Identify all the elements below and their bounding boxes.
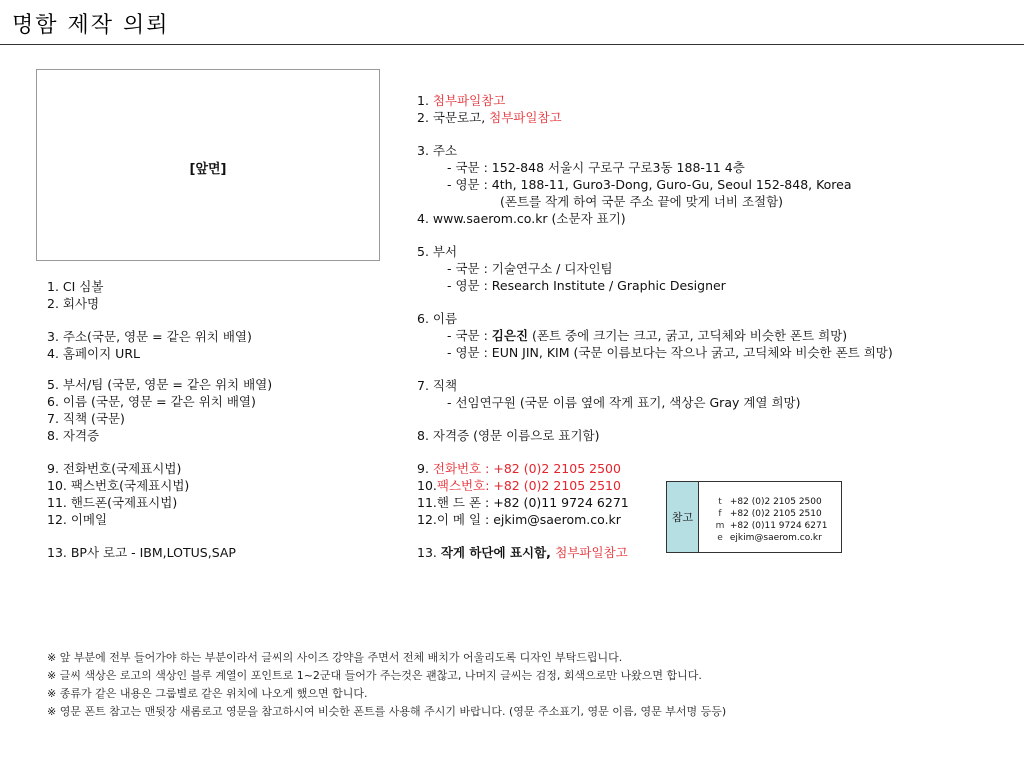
- front-side-label: [앞면]: [189, 162, 227, 177]
- reference-row: e ejkim@saerom.co.kr: [717, 533, 822, 543]
- title-divider: [0, 44, 1024, 45]
- reference-tag: 참고: [667, 482, 699, 552]
- list-item: 13. BP사 로고 - IBM,LOTUS,SAP: [47, 545, 236, 560]
- reference-row: f +82 (0)2 2105 2510: [718, 509, 822, 519]
- list-item: 11. 핸드폰(국제표시법): [47, 495, 178, 510]
- list-item: 3. 주소(국문, 영문 = 같은 위치 배열): [47, 329, 252, 344]
- page-title: 명함 제작 의뢰: [12, 13, 170, 38]
- attachment-note: 첨부파일참고: [432, 93, 506, 108]
- spec-item-ci: 1. 첨부파일참고: [417, 93, 506, 108]
- spec-item-bp-logo: 13. 작게 하단에 표시함, 첨부파일참고: [417, 545, 628, 560]
- spec-name-korean: - 국문 : 김은진 (폰트 중에 크기는 크고, 굵고, 고딕체와 비슷한 폰트 희망): [447, 328, 848, 343]
- spec-name-english: - 영문 : EUN JIN, KIM (국문 이름보다는 작으나 굵고, 고딕체와 비슷한 폰트 희망): [447, 345, 893, 360]
- spec-department-korean: - 국문 : 기술연구소 / 디자인팀: [447, 261, 613, 276]
- list-item: 10. 팩스번호(국제표시법): [47, 478, 190, 493]
- spec-address-english: - 영문 : 4th, 188-11, Guro3-Dong, Guro-Gu, Seoul 152-848, Korea: [447, 177, 852, 192]
- list-item: 1. CI 심볼: [47, 279, 104, 294]
- spec-item-certificate: 8. 자격증 (영문 이름으로 표기함): [417, 428, 600, 443]
- note-item: ※ 앞 부분에 전부 들어가야 하는 부분이라서 글씨의 사이즈 강약을 주면서 전체 배치가 어울리도록 디자인 부탁드립니다.: [47, 651, 623, 664]
- reference-row: t +82 (0)2 2105 2500: [718, 497, 822, 507]
- contact-reference-box: [666, 481, 842, 553]
- korean-name: 김은진: [491, 328, 529, 343]
- spec-item-fax: 10.팩스번호: +82 (0)2 2105 2510: [417, 478, 621, 493]
- front-side-item-list: [47, 278, 272, 561]
- phone-number: 전화번호 : +82 (0)2 2105 2500: [432, 461, 621, 476]
- spec-item-company-logo: 2. 국문로고, 첨부파일참고: [417, 110, 562, 125]
- attachment-note: 첨부파일참고: [555, 545, 628, 560]
- reference-contact-list: [699, 482, 827, 552]
- spec-item-homepage: 4. www.saerom.co.kr (소문자 표기): [417, 211, 626, 226]
- spec-item-address-title: 3. 주소: [417, 143, 458, 158]
- spec-item-phone: 9. 전화번호 : +82 (0)2 2105 2500: [417, 461, 621, 476]
- list-item: 8. 자격증: [47, 428, 100, 443]
- spec-item-position-title: 7. 직책: [417, 378, 458, 393]
- front-side-placeholder: [36, 69, 380, 261]
- list-item: 5. 부서/팀 (국문, 영문 = 같은 위치 배열): [47, 377, 273, 392]
- note-item: ※ 영문 폰트 참고는 맨뒷장 새롬로고 영문을 참고하시여 비슷한 폰트를 사용해 주시기 바랍니다. (영문 주소표기, 영문 이름, 영문 부서명 등등): [47, 705, 727, 718]
- list-item: 6. 이름 (국문, 영문 = 같은 위치 배열): [47, 394, 256, 409]
- spec-item-email: 12.이 메 일 : ejkim@saerom.co.kr: [417, 512, 621, 527]
- list-item: 7. 직책 (국문): [47, 411, 125, 426]
- note-item: ※ 글씨 색상은 로고의 색상인 블루 계열이 포인트로 1~2군대 들어가 주는것은 괜찮고, 나머지 글씨는 검정, 회색으로만 나왔으면 합니다.: [47, 669, 702, 682]
- list-item: 12. 이메일: [47, 512, 108, 527]
- list-item: 4. 홈페이지 URL: [47, 346, 140, 361]
- list-item: 9. 전화번호(국제표시법): [47, 461, 182, 476]
- spec-item-department-title: 5. 부서: [417, 244, 458, 259]
- design-notes: [47, 649, 726, 721]
- spec-address-note: (폰트를 작게 하여 국문 주소 끝에 맞게 너비 조절함): [500, 194, 784, 209]
- reference-row: m +82 (0)11 9724 6271: [715, 521, 828, 531]
- note-item: ※ 종류가 같은 내용은 그룹별로 같은 위치에 나오게 했으면 합니다.: [47, 687, 368, 700]
- spec-item-mobile: 11.핸 드 폰 : +82 (0)11 9724 6271: [417, 495, 629, 510]
- spec-position-korean: - 선임연구원 (국문 이름 옆에 작게 표기, 색상은 Gray 계열 희망): [447, 395, 801, 410]
- spec-address-korean: - 국문 : 152-848 서울시 구로구 구로3동 188-11 4층: [447, 160, 745, 175]
- spec-department-english: - 영문 : Research Institute / Graphic Designer: [447, 278, 726, 293]
- fax-number: 팩스번호: +82 (0)2 2105 2510: [436, 478, 621, 493]
- list-item: 2. 회사명: [47, 296, 100, 311]
- spec-item-name-title: 6. 이름: [417, 311, 458, 326]
- attachment-note: 첨부파일참고: [489, 110, 562, 125]
